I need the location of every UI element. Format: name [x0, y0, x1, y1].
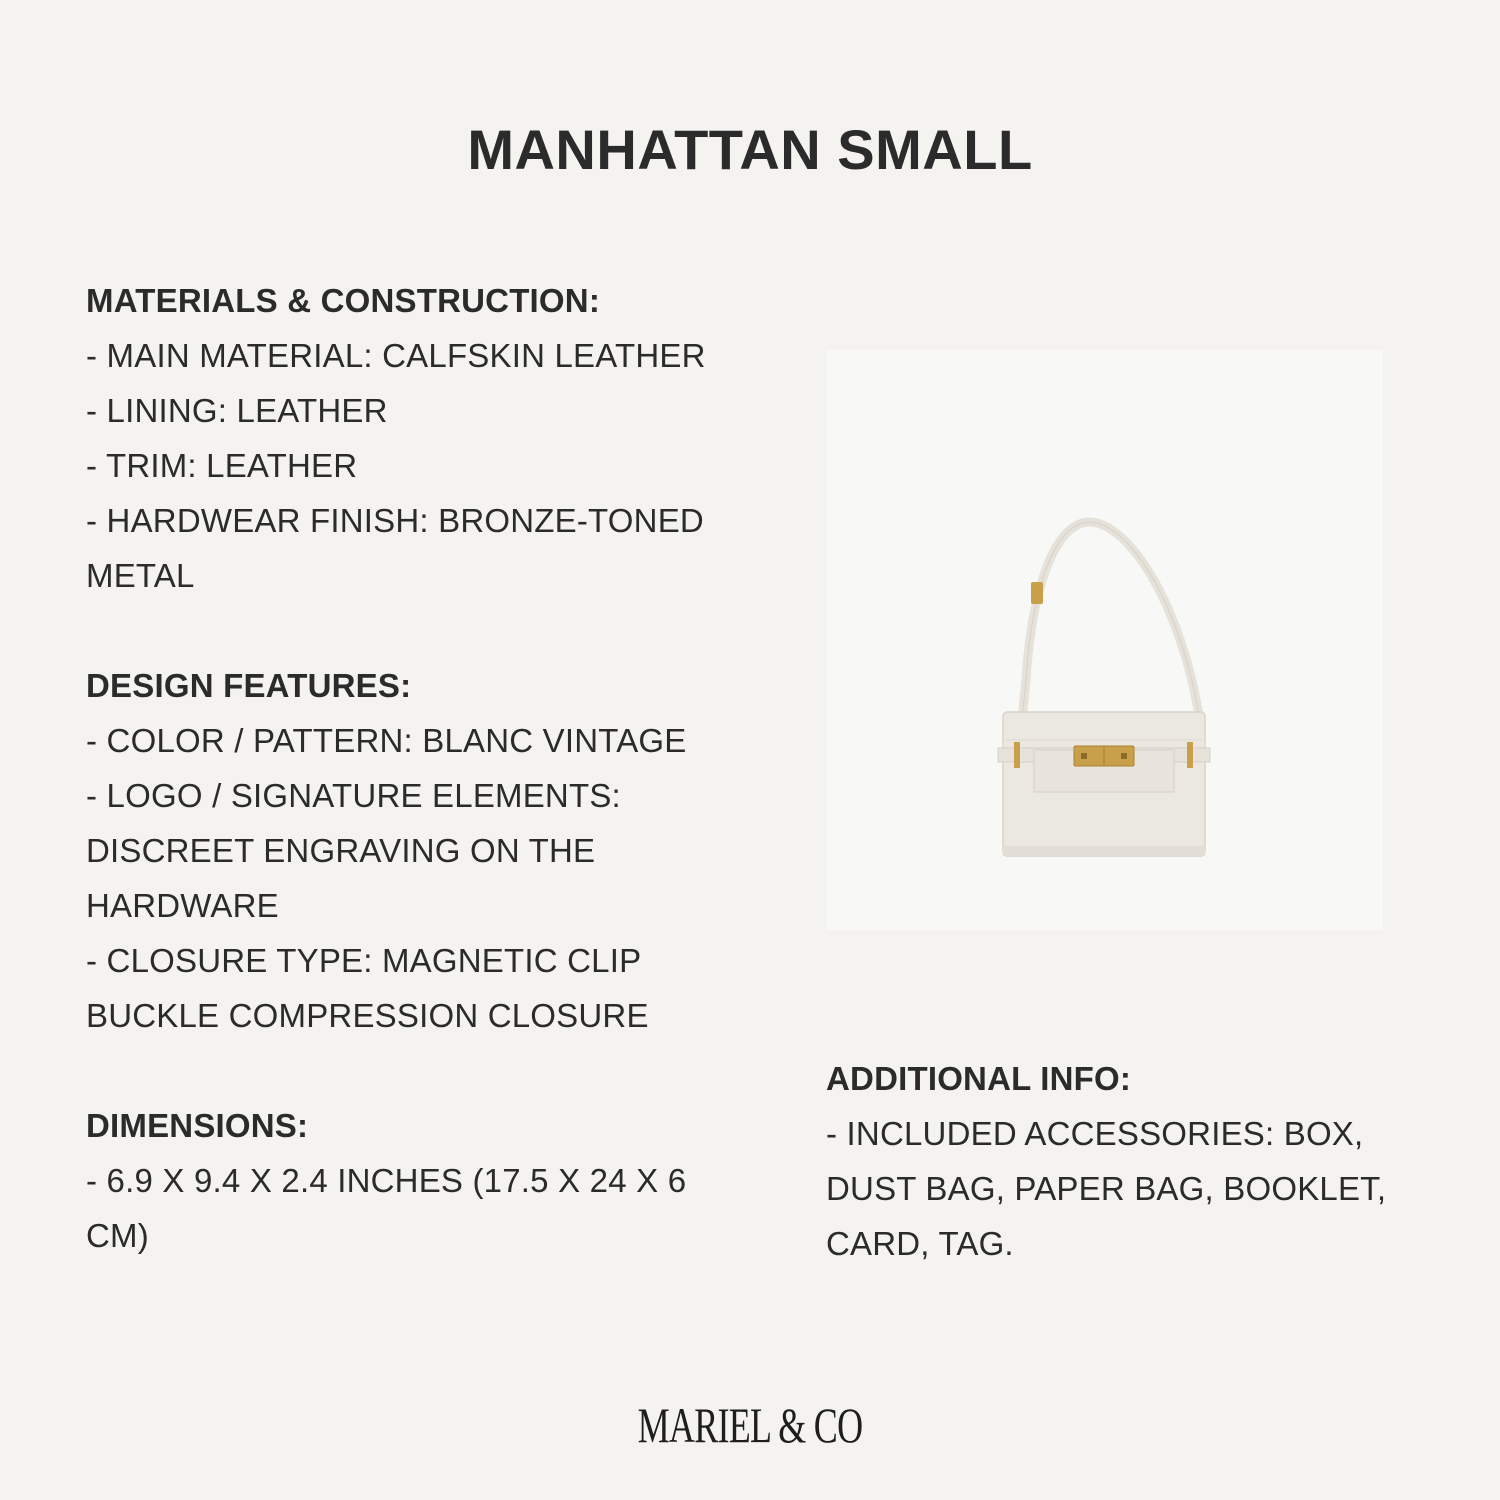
- materials-line: - HARDWEAR FINISH: BRONZE-TONED: [86, 502, 704, 539]
- design-line: HARDWARE: [86, 887, 279, 924]
- dimensions-heading: DIMENSIONS:: [86, 1107, 309, 1144]
- design-section: [86, 658, 766, 1043]
- dimensions-line: CM): [86, 1217, 149, 1254]
- right-column: [826, 1051, 1426, 1326]
- design-line: - COLOR / PATTERN: BLANC VINTAGE: [86, 722, 687, 759]
- additional-info-line: DUST BAG, PAPER BAG, BOOKLET,: [826, 1170, 1387, 1207]
- left-column: [86, 273, 766, 1318]
- handbag-illustration: [826, 350, 1383, 930]
- product-image: [826, 350, 1383, 930]
- page-title: MANHATTAN SMALL: [467, 118, 1033, 181]
- design-line: - LOGO / SIGNATURE ELEMENTS:: [86, 777, 621, 814]
- materials-line: METAL: [86, 557, 195, 594]
- additional-info-line: - INCLUDED ACCESSORIES: BOX,: [826, 1115, 1364, 1152]
- additional-info-section: [826, 1051, 1426, 1271]
- materials-line: - MAIN MATERIAL: CALFSKIN LEATHER: [86, 337, 706, 374]
- brand-logo: MARIEL & CO: [637, 1397, 863, 1453]
- dimensions-section: [86, 1098, 766, 1263]
- strap-buckle: [1031, 582, 1043, 604]
- additional-info-heading: ADDITIONAL INFO:: [826, 1060, 1132, 1097]
- design-line: DISCREET ENGRAVING ON THE: [86, 832, 596, 869]
- design-line: BUCKLE COMPRESSION CLOSURE: [86, 997, 649, 1034]
- materials-section: [86, 273, 766, 603]
- additional-info-line: CARD, TAG.: [826, 1225, 1014, 1262]
- materials-line: - TRIM: LEATHER: [86, 447, 358, 484]
- materials-line: - LINING: LEATHER: [86, 392, 388, 429]
- design-line: - CLOSURE TYPE: MAGNETIC CLIP: [86, 942, 642, 979]
- materials-heading: MATERIALS & CONSTRUCTION:: [86, 282, 601, 319]
- dimensions-line: - 6.9 X 9.4 X 2.4 INCHES (17.5 X 24 X 6: [86, 1162, 687, 1199]
- design-heading: DESIGN FEATURES:: [86, 667, 412, 704]
